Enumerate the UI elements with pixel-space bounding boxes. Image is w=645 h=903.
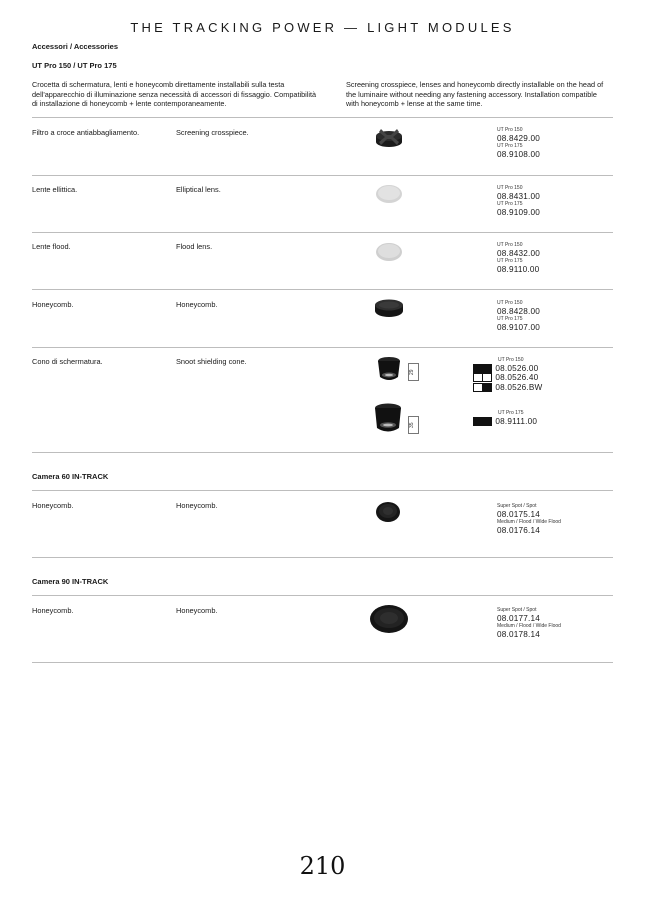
finish-black-black-swatch: [474, 417, 492, 426]
product-code: 08.0177.14: [497, 613, 540, 623]
beam-label: Medium / Flood / Wide Flood: [497, 623, 561, 629]
divider: [32, 117, 613, 118]
honeycomb-icon: [371, 297, 407, 319]
product-code: 08.0526.00: [495, 363, 539, 373]
divider: [32, 662, 613, 663]
product-code: 08.0526.BW: [495, 382, 543, 392]
finish-row: [474, 364, 542, 374]
product-code: 08.0176.14: [497, 525, 540, 535]
code-block: [497, 503, 561, 535]
divider: [32, 175, 613, 176]
description-italian: Honeycomb.: [32, 501, 74, 510]
description-italian: Honeycomb.: [32, 300, 74, 309]
divider: [32, 595, 613, 596]
description-italian: Honeycomb.: [32, 606, 74, 615]
divider: [32, 452, 613, 453]
description-english: Honeycomb.: [176, 501, 218, 510]
product-code: 08.8429.00: [497, 133, 540, 143]
page-number: 210: [299, 852, 346, 880]
model-label: UT Pro 150: [498, 357, 524, 363]
product-code: 08.0178.14: [497, 629, 540, 639]
description-italian: Filtro a croce antiabbagliamento.: [32, 128, 140, 137]
finish-black-black-swatch: [474, 364, 492, 373]
model-label: UT Pro 150: [497, 300, 523, 306]
code-block: [497, 300, 540, 332]
beam-label: Medium / Flood / Wide Flood: [497, 519, 561, 525]
product-code: 08.0526.40: [495, 373, 539, 382]
code-block: [497, 242, 540, 274]
crosspiece-icon: [371, 126, 407, 150]
divider: [32, 289, 613, 290]
divider: [32, 557, 613, 558]
finish-white-black-swatch: [474, 383, 492, 392]
section-title-camera-90: Camera 90 IN-TRACK: [32, 577, 109, 586]
description-english: Screening crosspiece.: [176, 128, 249, 137]
intro-text-english: Screening crosspiece, lenses and honeycomb directly installable on the head of the luminaire without needing any fastening accessory. Installation compatible with honeycomb + lense at the same time.: [346, 80, 604, 109]
description-english: Honeycomb.: [176, 300, 218, 309]
finish-white-white-swatch: [474, 373, 492, 382]
model-label: UT Pro 175: [498, 410, 524, 416]
description-english: Snoot shielding cone.: [176, 357, 247, 366]
code-block: [497, 127, 540, 159]
elliptical-lens-icon: [373, 183, 405, 205]
divider: [32, 232, 613, 233]
section-title-ut-pro: UT Pro 150 / UT Pro 175: [32, 61, 117, 70]
divider: [32, 347, 613, 348]
honeycomb-icon: [368, 603, 410, 635]
beam-label: Super Spot / Spot: [497, 503, 537, 509]
code-block: [497, 185, 540, 217]
snoot-cone-175-icon: [371, 402, 405, 436]
section-title-accessories: Accessori / Accessories: [32, 42, 119, 51]
code-block: [474, 357, 542, 426]
model-label: UT Pro 175: [497, 258, 523, 264]
description-english: Honeycomb.: [176, 606, 218, 615]
code-block: [497, 607, 561, 639]
model-label: UT Pro 175: [497, 201, 523, 207]
product-code: 08.8432.00: [497, 248, 540, 258]
model-label: UT Pro 150: [497, 185, 523, 191]
beam-label: Super Spot / Spot: [497, 607, 537, 613]
product-code: 08.9107.00: [497, 322, 540, 332]
product-code: 08.8428.00: [497, 306, 540, 316]
description-italian: Lente flood.: [32, 242, 71, 251]
description-english: Flood lens.: [176, 242, 213, 251]
snoot-cone-150-icon: [374, 355, 404, 385]
product-code: 08.0175.14: [497, 509, 540, 519]
description-english: Elliptical lens.: [176, 185, 221, 194]
finish-row: [474, 373, 542, 383]
product-code: 08.9109.00: [497, 207, 540, 217]
description-italian: Lente ellittica.: [32, 185, 78, 194]
page-title: THE TRACKING POWER — LIGHT MODULES: [130, 20, 515, 35]
product-code: 08.9110.00: [497, 264, 540, 274]
description-italian: Cono di schermatura.: [32, 357, 103, 366]
model-label: UT Pro 150: [497, 127, 523, 133]
dimension-label: 29: [408, 363, 419, 381]
model-label: UT Pro 175: [497, 143, 523, 149]
divider: [32, 490, 613, 491]
product-code: 08.9111.00: [495, 416, 538, 426]
model-label: UT Pro 175: [497, 316, 523, 322]
dimension-label: 35: [408, 416, 419, 434]
product-code: 08.9108.00: [497, 149, 540, 159]
finish-row: [474, 383, 542, 393]
intro-text-italian: Crocetta di schermatura, lenti e honeycomb direttamente installabili sulla testa dell'apparecchio di illuminazione senza necessità di accessori di fissaggio. Compatibilità di installazione di honeycomb + lente contemporaneamente.: [32, 80, 317, 109]
honeycomb-icon: [374, 499, 402, 525]
product-code: 08.8431.00: [497, 191, 540, 201]
model-label: UT Pro 150: [497, 242, 523, 248]
flood-lens-icon: [373, 241, 405, 263]
finish-row: [474, 417, 542, 427]
section-title-camera-60: Camera 60 IN-TRACK: [32, 472, 109, 481]
